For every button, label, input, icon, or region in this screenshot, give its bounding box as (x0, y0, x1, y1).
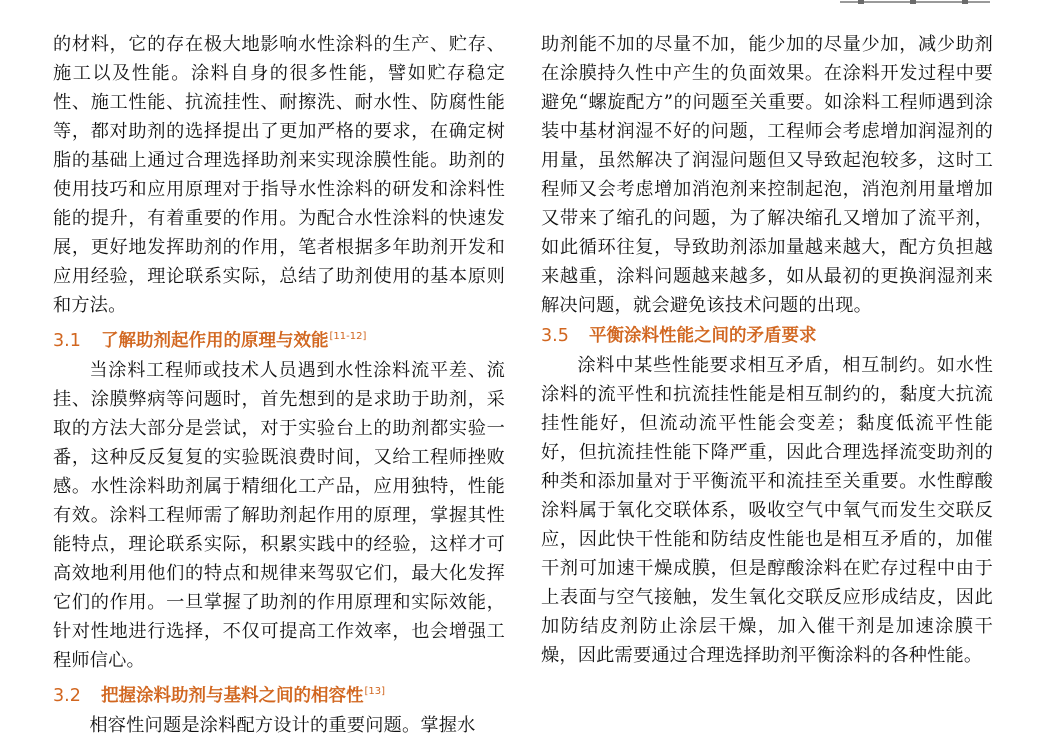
header-rule-mark (962, 0, 968, 4)
left-column (53, 30, 505, 740)
section-number: 3.1 (53, 331, 81, 351)
citation-reference: [13] (364, 686, 386, 697)
body-paragraph: 助剂能不加的尽量不加，能少加的尽量少加，减少助剂在涂膜持久性中产生的负面效果。在涂料开发过程中要避免“螺旋配方”的问题至关重要。如涂料工程师遇到涂装中基材润湿不好的问题，工程师会考虑增加润湿剂的用量，虽然解决了润湿问题但又导致起泡较多，这时工程师又会考虑增加消泡剂来控制起泡，消泡剂用量增加又带来了缩孔的问题，为了解决缩孔又增加了流平剂，如此循环往复，导致助剂添加量越来越大，配方负担越来越重，涂料问题越来越多，如从最初的更换润湿剂来解决问题，就会避免该技术问题的出现。 (541, 34, 993, 316)
section-number: 3.2 (53, 686, 81, 706)
header-rule-mark (858, 0, 864, 4)
body-paragraph: 当涂料工程师或技术人员遇到水性涂料流平差、流挂、涂膜弊病等问题时，首先想到的是求助于助剂，采取的方法大部分是尝试，对于实验台上的助剂都实验一番，这种反反复复的实验既浪费时间，又给工程师挫败感。水性涂料助剂属于精细化工产品，应用独特，性能有效。涂料工程师需了解助剂起作用的原理，掌握其性能特点，理论联系实际，积累实践中的经验，这样才可高效地利用他们的特点和规律来驾驭它们，最大化发挥它们的作用。一旦掌握了助剂的作用原理和实际效能，针对性地进行选择，不仅可提高工作效率，也会增强工程师信心。 (53, 360, 505, 671)
right-column (541, 30, 993, 670)
section-number: 3.5 (541, 326, 569, 346)
page-header-rule (840, 0, 990, 6)
section-title: 了解助剂起作用的原理与效能 (101, 331, 329, 351)
section-title: 平衡涂料性能之间的矛盾要求 (589, 326, 817, 346)
header-rule-mark (910, 0, 916, 4)
citation-reference: [11-12] (329, 331, 367, 342)
section-title: 把握涂料助剂与基料之间的相容性 (101, 686, 364, 706)
section-heading-3-2 (53, 677, 505, 711)
section-heading-3-1 (53, 322, 505, 356)
body-paragraph: 相容性问题是涂料配方设计的重要问题。掌握水 (89, 715, 476, 736)
section-heading-3-5 (541, 322, 993, 351)
body-paragraph: 涂料中某些性能要求相互矛盾，相互制约。如水性涂料的流平性和抗流挂性能是相互制约的，黏度大抗流挂性能好，但流动流平性能会变差；黏度低流平性能好，但抗流挂性能下降严重，因此合理选择流变助剂的种类和添加量对于平衡流平和流挂至关重要。水性醇酸涂料属于氧化交联体系，吸收空气中氧气而发生交联反应，因此快干性能和防结皮性能也是相互矛盾的，加催干剂可加速干燥成膜，但是醇酸涂料在贮存过程中由于上表面与空气接触，发生氧化交联反应形成结皮，因此加防结皮剂防止涂层干燥，加入催干剂是加速涂膜干燥，因此需要通过合理选择助剂平衡涂料的各种性能。 (541, 355, 993, 666)
body-paragraph: 的材料，它的存在极大地影响水性涂料的生产、贮存、施工以及性能。涂料自身的很多性能，譬如贮存稳定性、施工性能、抗流挂性、耐擦洗、耐水性、防腐性能等，都对助剂的选择提出了更加严格的要求，在确定树脂的基础上通过合理选择助剂来实现涂膜性能。助剂的使用技巧和应用原理对于指导水性涂料的研发和涂料性能的提升，有着重要的作用。为配合水性涂料的快速发展，更好地发挥助剂的作用，笔者根据多年助剂开发和应用经验，理论联系实际，总结了助剂使用的基本原则和方法。 (53, 34, 505, 316)
